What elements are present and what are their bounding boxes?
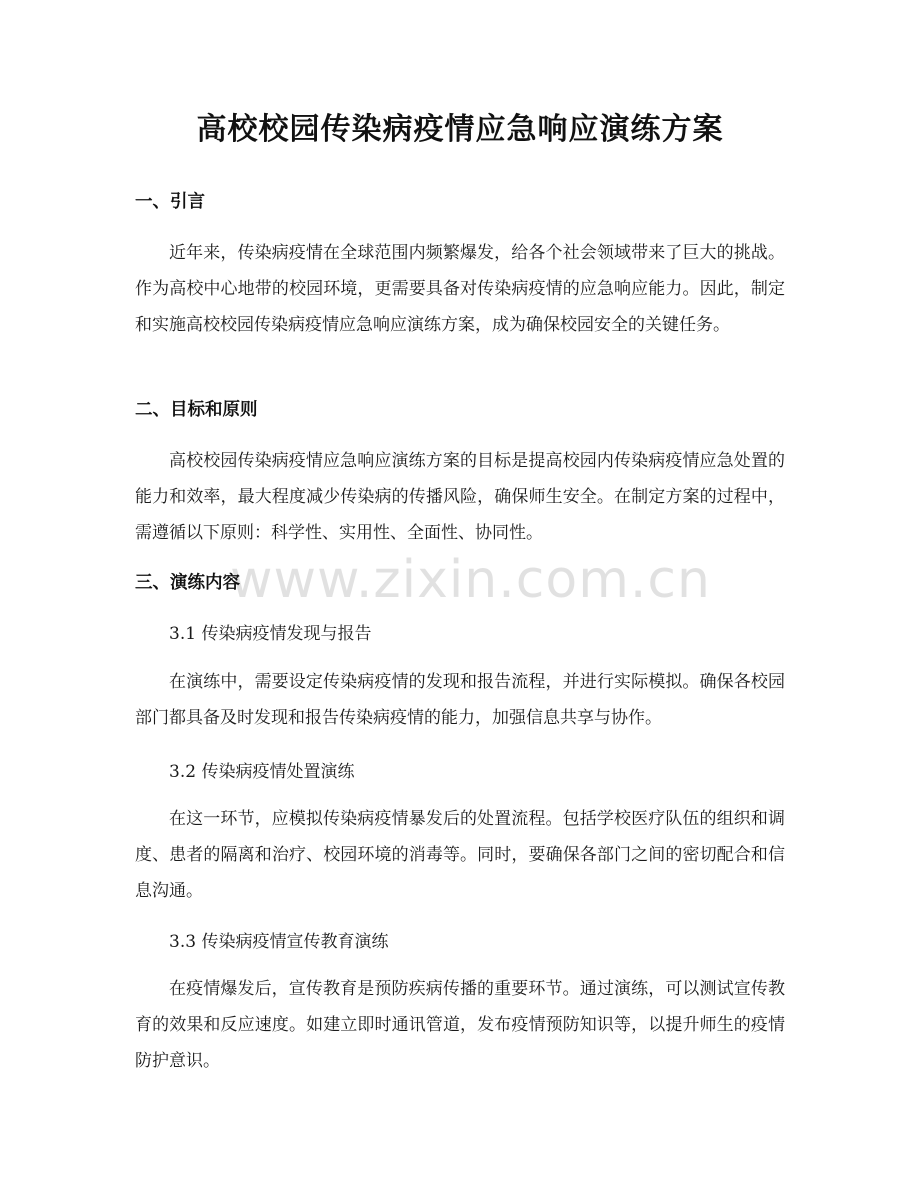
section-heading-introduction: 一、引言 bbox=[135, 192, 205, 212]
subsection-title-3-3: 3.3 传染病疫情宣传教育演练 bbox=[169, 932, 389, 952]
subsection-paragraph-3-2: 在这一环节，应模拟传染病疫情暴发后的处置流程。包括学校医疗队伍的组织和调度、患者的隔离和治疗、校园环境的消毒等。同时，要确保各部门之间的密切配合和信息沟通。 bbox=[135, 809, 785, 901]
section-heading-goals: 二、目标和原则 bbox=[135, 400, 258, 420]
section-paragraph-goals: 高校校园传染病疫情应急响应演练方案的目标是提高校园内传染病疫情应急处置的能力和效率，最大程度减少传染病的传播风险，确保师生安全。在制定方案的过程中，需遵循以下原则：科学性、实用性、全面性、协同性。 bbox=[135, 451, 785, 543]
subsection-paragraph-3-3: 在疫情爆发后，宣传教育是预防疾病传播的重要环节。通过演练，可以测试宣传教育的效果和反应速度。如建立即时通讯管道，发布疫情预防知识等，以提升师生的疫情防护意识。 bbox=[135, 979, 785, 1071]
subsection-title-3-2: 3.2 传染病疫情处置演练 bbox=[169, 762, 355, 782]
section-paragraph-introduction: 近年来，传染病疫情在全球范围内频繁爆发，给各个社会领域带来了巨大的挑战。作为高校中心地带的校园环境，更需要具备对传染病疫情的应急响应能力。因此，制定和实施高校校园传染病疫情应急响应演练方案，成为确保校园安全的关键任务。 bbox=[135, 243, 785, 335]
section-heading-drill-content: 三、演练内容 bbox=[135, 573, 240, 593]
subsection-paragraph-3-1: 在演练中，需要设定传染病疫情的发现和报告流程，并进行实际模拟。确保各校园部门都具备及时发现和报告传染病疫情的能力，加强信息共享与协作。 bbox=[135, 672, 785, 728]
subsection-title-3-1: 3.1 传染病疫情发现与报告 bbox=[169, 624, 372, 644]
watermark: www.zixin.com.cn bbox=[230, 550, 711, 610]
document-title: 高校校园传染病疫情应急响应演练方案 bbox=[196, 112, 724, 147]
